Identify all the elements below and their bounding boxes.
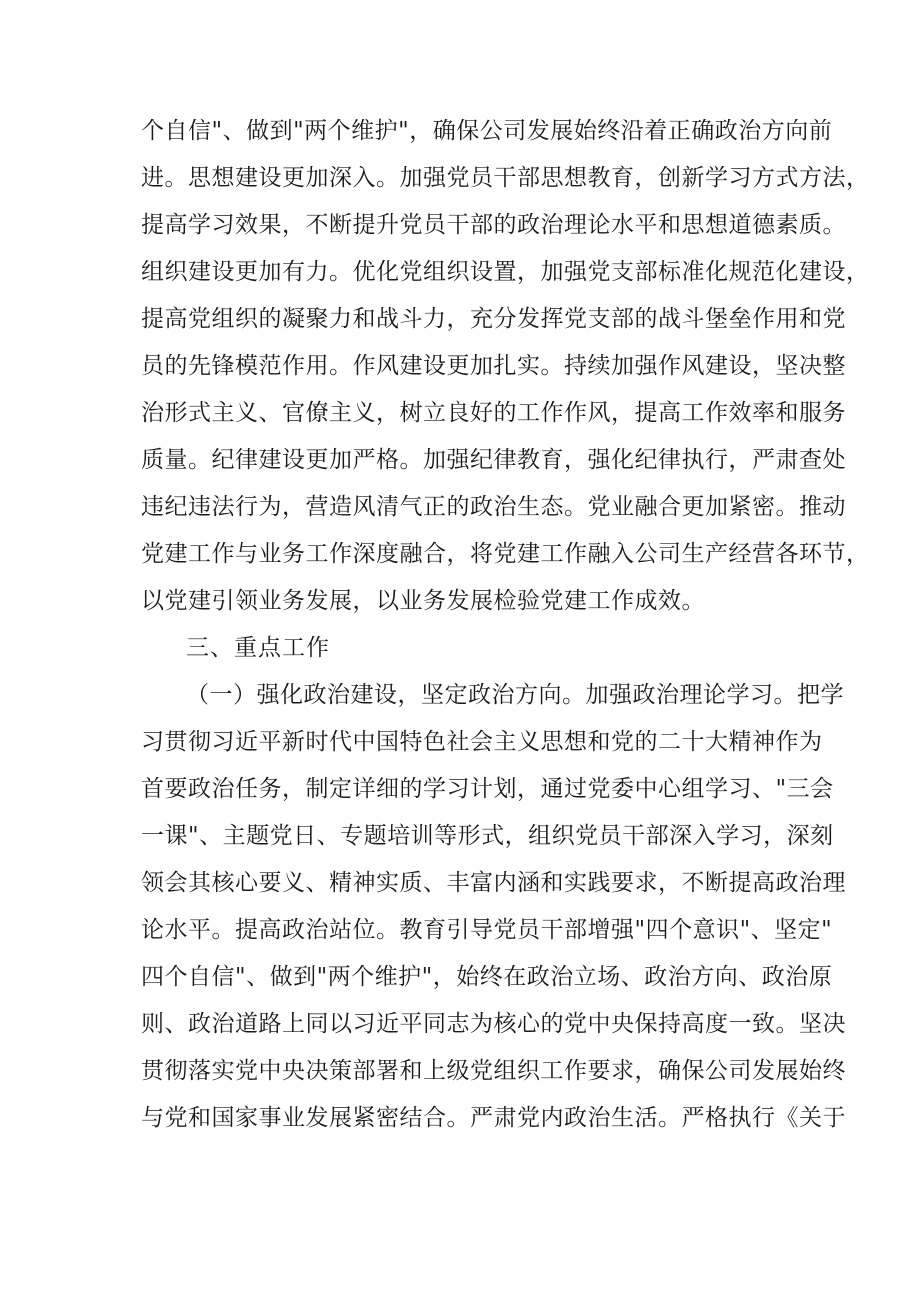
text-line: 领会其核心要义、精神实质、丰富内涵和实践要求，不断提高政治理 xyxy=(141,870,846,896)
text-line: 一课"、主题党日、专题培训等形式，组织党员干部深入学习，深刻 xyxy=(141,823,834,849)
text-line: （一）强化政治建设，坚定政治方向。加强政治理论学习。把学 xyxy=(186,682,844,708)
text-line: 党建工作与业务工作深度融合，将党建工作融入公司生产经营各环节， xyxy=(141,541,870,567)
text-line: 习贯彻习近平新时代中国特色社会主义思想和党的二十大精神作为 xyxy=(141,729,823,755)
text-line: 贯彻落实党中央决策部署和上级党组织工作要求，确保公司发展始终 xyxy=(141,1058,846,1084)
text-line: 以党建引领业务发展，以业务发展检验党建工作成效。 xyxy=(141,588,705,614)
text-line: 个自信"、做到"两个维护"，确保公司发展始终沿着正确政治方向前 xyxy=(141,118,833,144)
text-line: 违纪违法行为，营造风清气正的政治生态。党业融合更加紧密。推动 xyxy=(141,494,846,520)
text-line: 论水平。提高政治站位。教育引导党员干部增强"四个意识"、坚定" xyxy=(141,917,833,943)
text-line: 组织建设更加有力。优化党组织设置，加强党支部标准化规范化建设， xyxy=(141,259,870,285)
text-line: 员的先锋模范作用。作风建设更加扎实。持续加强作风建设，坚决整 xyxy=(141,353,846,379)
text-line: 质量。纪律建设更加严格。加强纪律教育，强化纪律执行，严肃查处 xyxy=(141,447,846,473)
section-heading: 三、重点工作 xyxy=(186,635,330,661)
text-line: 提高学习效果，不断提升党员干部的政治理论水平和思想道德素质。 xyxy=(141,212,846,238)
text-line: 首要政治任务，制定详细的学习计划，通过党委中心组学习、"三会 xyxy=(141,776,834,802)
text-line: 治形式主义、官僚主义，树立良好的工作作风，提高工作效率和服务 xyxy=(141,400,846,426)
text-line: 与党和国家事业发展紧密结合。严肃党内政治生活。严格执行《关于 xyxy=(141,1105,846,1131)
text-line: 四个自信"、做到"两个维护"，始终在政治立场、政治方向、政治原 xyxy=(141,964,833,990)
text-line: 则、政治道路上同以习近平同志为核心的党中央保持高度一致。坚决 xyxy=(141,1011,846,1037)
text-line: 进。思想建设更加深入。加强党员干部思想教育，创新学习方式方法， xyxy=(141,165,870,191)
text-line: 提高党组织的凝聚力和战斗力，充分发挥党支部的战斗堡垒作用和党 xyxy=(141,306,846,332)
